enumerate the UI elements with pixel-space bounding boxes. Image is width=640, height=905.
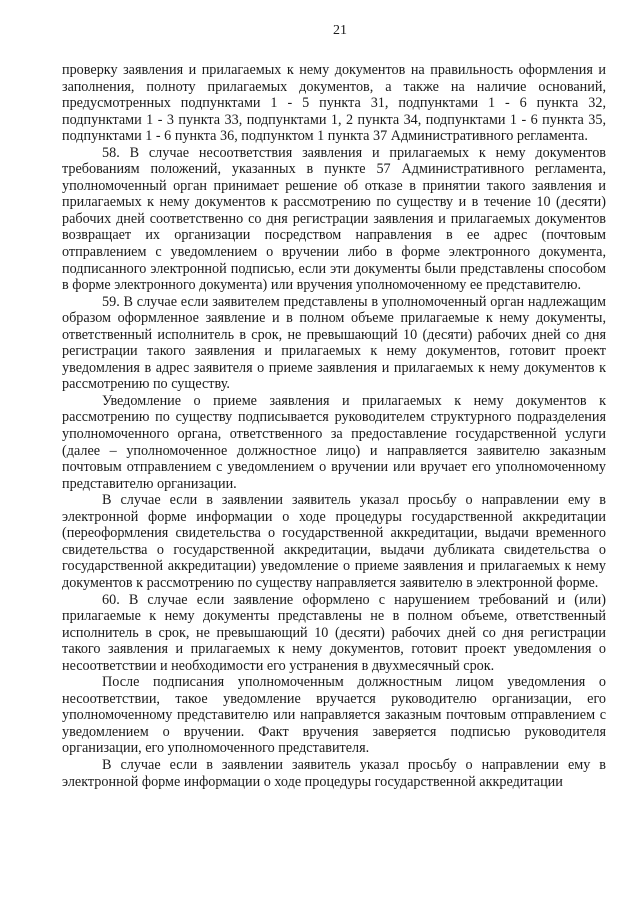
paragraph-electronic-request: В случае если в заявлении заявитель указал просьбу о направлении ему в электронной форме информации о ходе процедуры государственной аккредитации xyxy=(62,756,606,790)
page-number: 21 xyxy=(333,23,347,38)
paragraph-58: 58. В случае несоответствия заявления и прилагаемых к нему документов требованиям положений, указанных в пункте 57 Административного регламента, уполномоченный орган принимает решение об отказе в принятии такого заявления и прилагаемых к нему документов к рассмотрению по существу и в течение 10 (десяти) рабочих дней соответственно со дня регистрации заявления и прилагаемых документов возвращает их организации посредством направления в ее адрес (почтовым отправлением с уведомлением о вручении либо в форме электронного документа, подписанного электронной подписью, если эти документы были представлены способом в форме электронного документа) или вручения уполномоченному ее представителю. xyxy=(62,144,606,294)
paragraph-59: 59. В случае если заявителем представлены в уполномоченный орган надлежащим образом оформленное заявление и в полном объеме прилагаемые к нему документы, ответственный исполнитель в срок, не превышающий 10 (десяти) рабочих дней со дня регистрации такого заявления и прилагаемых к нему документов, готовит проект уведомления в адрес заявителя о приеме заявления и прилагаемых к нему документов к рассмотрению по существу. xyxy=(62,293,606,393)
paragraph-electronic-notice: В случае если в заявлении заявитель указал просьбу о направлении ему в электронной форме информации о ходе процедуры государственной аккредитации (переоформления свидетельства о государственной аккредитации, выдачи временного свидетельства о государственной аккредитации, выдачи дубликата свидетельства о государственной аккредитации) уведомление о приеме заявления и прилагаемых к нему документов к рассмотрению по существу направляется заявителю в электронной форме. xyxy=(62,492,606,591)
paragraph-60: 60. В случае если заявление оформлено с нарушением требований и (или) прилагаемые к нему документы представлены не в полном объеме, ответственный исполнитель в срок, не превышающий 10 (десяти) рабочих дней со дня регистрации такого заявления и прилагаемых к нему документов, готовит проект уведомления о несоответствии и необходимости его устранения в двухмесячный срок. xyxy=(62,591,606,674)
paragraph-intro: проверку заявления и прилагаемых к нему документов на правильность оформления и заполнения, полноту прилагаемых документов, а также на наличие оснований, предусмотренных подпунктами 1 - 5 пункта 31, подпунктами 1 - 6 пункта 32, подпунктами 1 - 3 пункта 33, подпунктами 1, 2 пункта 34, подпунктами 1 - 6 пункта 35, подпунктами 1 - 6 пункта 36, подпунктом 1 пункта 37 Административного регламента. xyxy=(62,62,606,145)
paragraph-after-signing: После подписания уполномоченным должностным лицом уведомления о несоответствии, такое уведомление вручается руководителю организации, его уполномоченному представителю или направляется заказным почтовым отправлением с уведомлением о вручении. Факт вручения заверяется подписью руководителя организации, его уполномоченного представителя. xyxy=(62,674,606,757)
paragraph-notice-acceptance: Уведомление о приеме заявления и прилагаемых к нему документов к рассмотрению по существу подписывается руководителем структурного подразделения уполномоченного органа, ответственного за предоставление государственной услуги (далее – уполномоченное должностное лицо) и направляется заявителю заказным почтовым отправлением с уведомлением о вручении или вручает его уполномоченному представителю организации. xyxy=(62,392,606,492)
